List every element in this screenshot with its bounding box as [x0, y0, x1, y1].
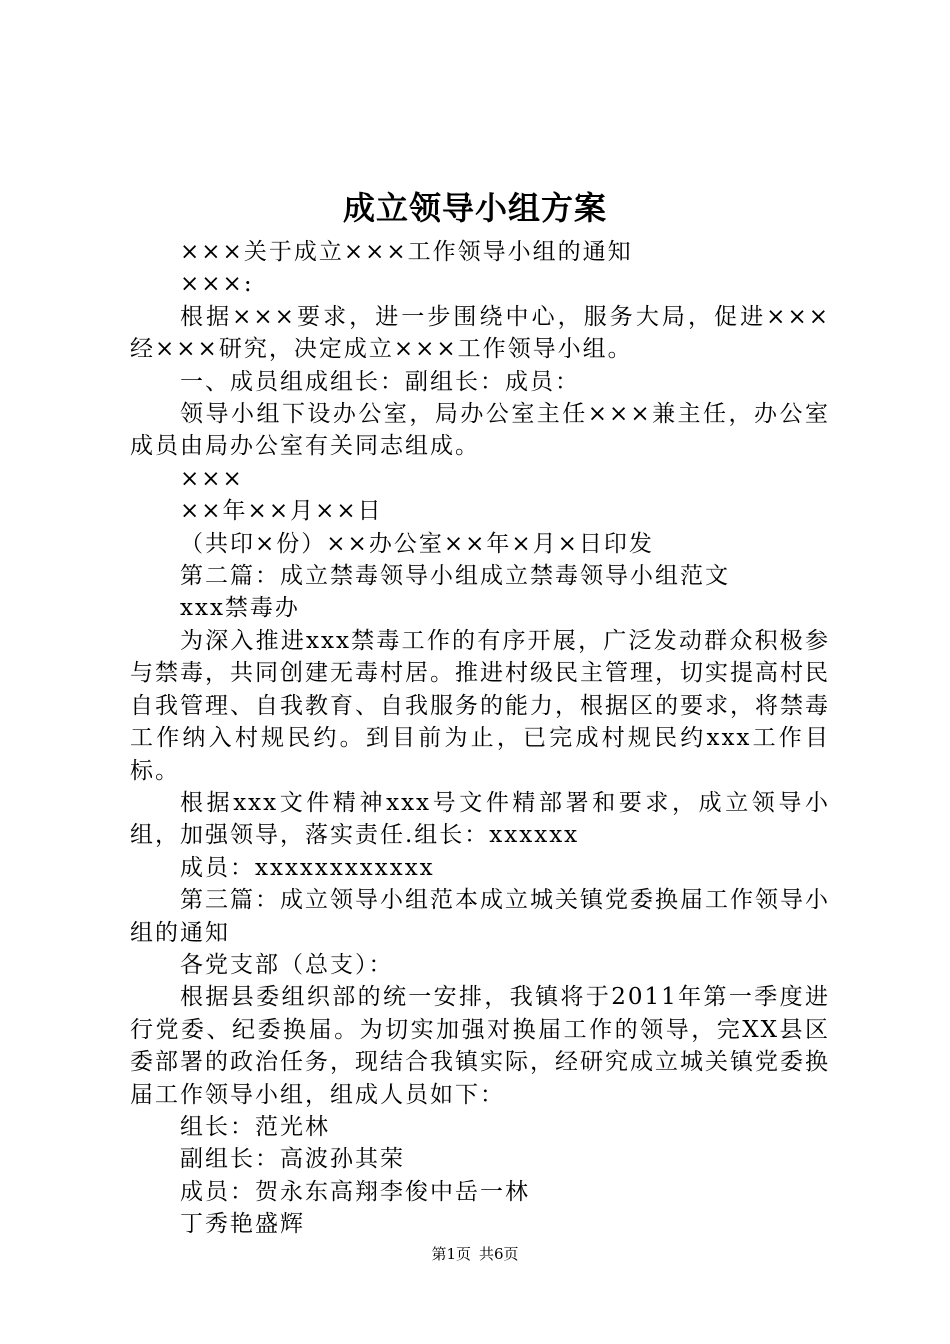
paragraph: （共印×份）××办公室××年×月×日印发 [180, 530, 654, 557]
paragraph: 第二篇：成立禁毒领导小组成立禁毒领导小组范文 [180, 563, 730, 590]
paragraph: 根据县委组织部的统一安排，我镇将于2011年第一季度进行党委、纪委换届。为切实加强对换届工作的领导，完XX县区委部署的政治任务，现结合我镇实际，经研究成立城关镇党委换届工作领导小组，组成人员如下： [130, 984, 830, 1108]
paragraph: 根据xxx文件精神xxx号文件精部署和要求，成立领导小组，加强领导，落实责任.组长：xxxxxx [130, 789, 830, 849]
paragraph: 成员：xxxxxxxxxxxx [180, 854, 435, 881]
paragraph: xxx禁毒办 [180, 595, 300, 622]
paragraph: 各党支部（总支）： [180, 951, 394, 978]
page-footer [0, 1244, 950, 1264]
page-total: 共6页 [479, 1245, 519, 1263]
paragraph: 领导小组下设办公室，局办公室主任×××兼主任，办公室成员由局办公室有关同志组成。 [130, 401, 830, 460]
paragraph: 成员：贺永东高翔李俊中岳一林 [180, 1178, 530, 1205]
paragraph: ××年××月××日 [180, 498, 383, 525]
document-title: 成立领导小组方案 [342, 189, 607, 227]
paragraph: 丁秀艳盛辉 [180, 1211, 305, 1238]
page-number: 第1页 [431, 1245, 471, 1263]
paragraph: 副组长：高波孙其荣 [180, 1146, 405, 1173]
paragraph: 组长：范光林 [180, 1113, 330, 1140]
paragraph: ×××关于成立×××工作领导小组的通知 [180, 239, 633, 265]
paragraph: 第三篇：成立领导小组范本成立城关镇党委换届工作领导小组的通知 [130, 887, 830, 946]
paragraph: 一、成员组成组长：副组长：成员： [180, 368, 580, 395]
document-body [130, 236, 830, 1241]
paragraph: ×××: [180, 271, 254, 298]
paragraph: 根据×××要求，进一步围绕中心，服务大局，促进×××经×××研究，决定成立×××工作领导小组。 [130, 303, 830, 363]
paragraph: 为深入推进xxx禁毒工作的有序开展，广泛发动群众积极参与禁毒，共同创建无毒村居。推进村级民主管理，切实提高村民自我管理、自我教育、自我服务的能力，根据区的要求，将禁毒工作纳入村规民约。到目前为止，已完成村规民约xxx工作目标。 [130, 627, 830, 784]
paragraph: ××× [180, 465, 244, 492]
